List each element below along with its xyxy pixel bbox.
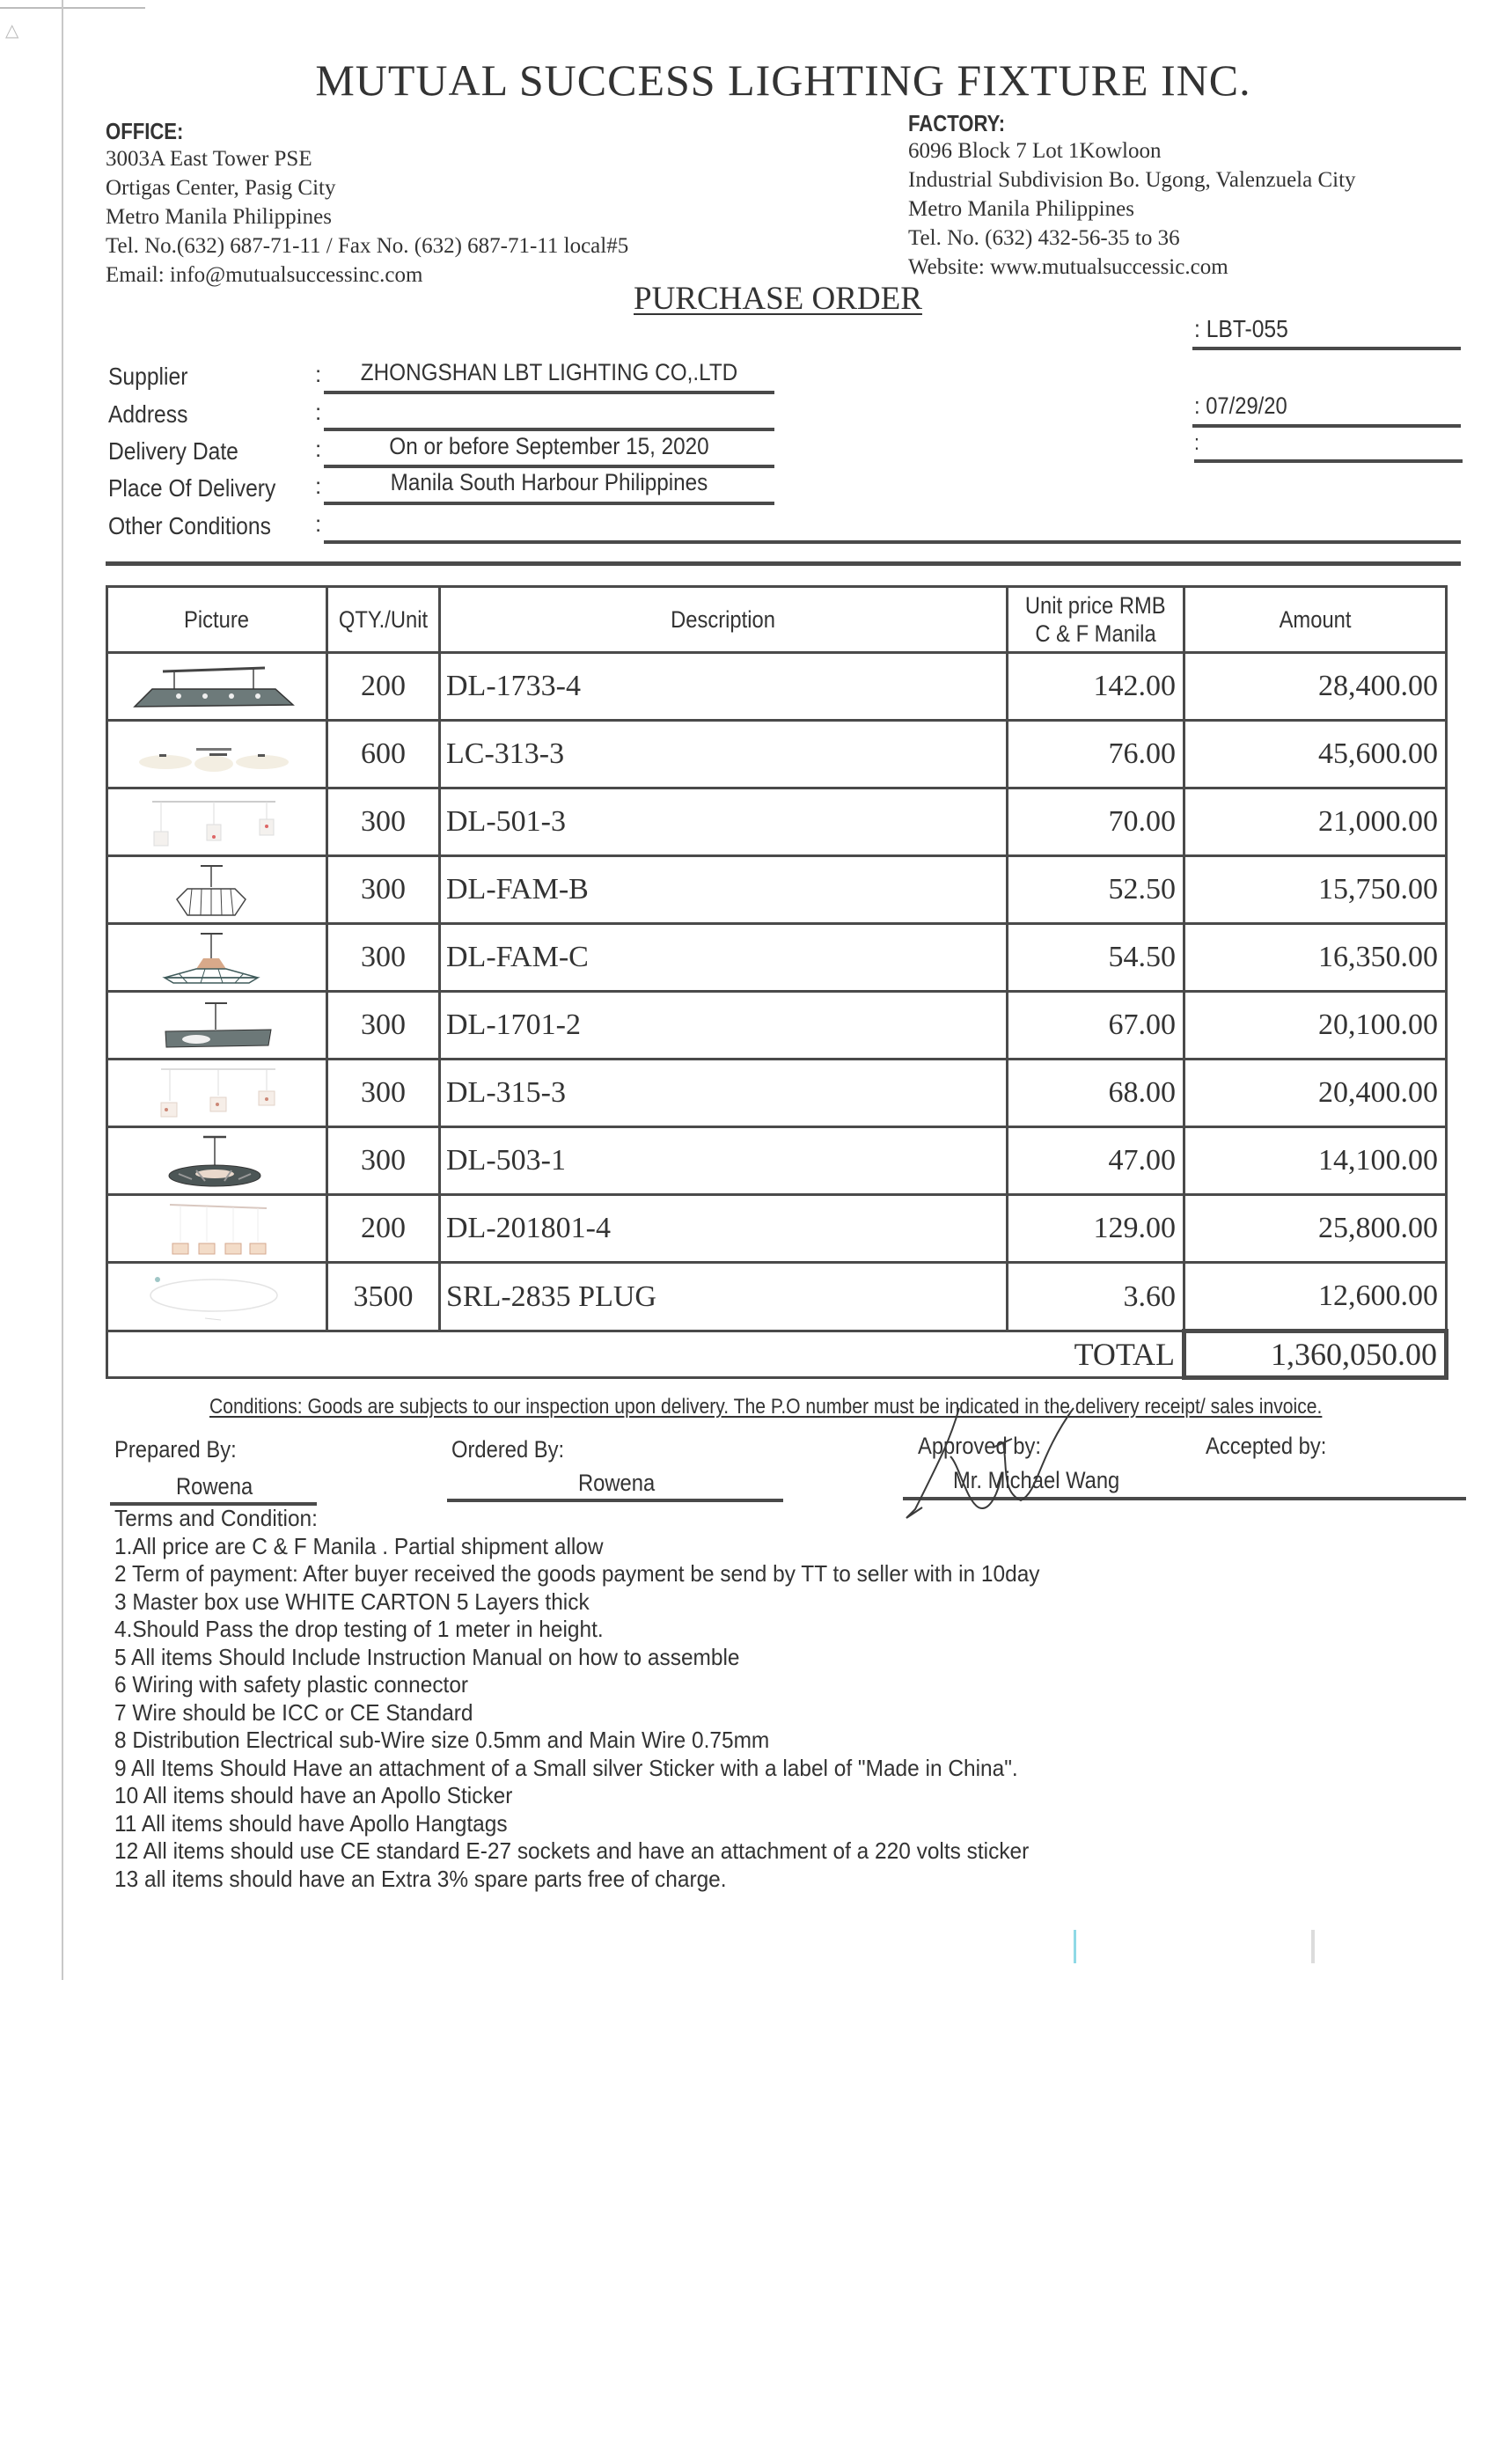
amount-cell: 21,000.00 [1184, 788, 1447, 856]
qty-cell: 300 [327, 992, 440, 1060]
description-cell: DL-FAM-C [440, 924, 1008, 992]
lamp-pendant-3-glass-icon [126, 796, 302, 849]
col-header-qty: QTY./Unit [327, 587, 440, 653]
ordered-by-label: Ordered By: [451, 1436, 565, 1463]
delivery-date-underline [324, 465, 774, 468]
description-cell: DL-201801-4 [440, 1195, 1008, 1263]
place-of-delivery-underline [324, 502, 774, 505]
term-item: 10 All items should have an Apollo Sticker [114, 1782, 513, 1808]
prepared-by-name: Rowena [176, 1473, 253, 1500]
amount-cell: 15,750.00 [1184, 856, 1447, 924]
office-address [106, 144, 628, 290]
qty-cell: 200 [327, 653, 440, 721]
place-of-delivery-value: Manila South Harbour Philippines [390, 469, 708, 495]
factory-line: 6096 Block 7 Lot 1Kowloon [908, 139, 1162, 163]
col-header-unit-price: Unit price RMB C & F Manila [1008, 587, 1184, 653]
product-picture [107, 992, 327, 1060]
field-colon: : [315, 436, 322, 462]
scan-artifact [1074, 1930, 1076, 1963]
term-item: 3 Master box use WHITE CARTON 5 Layers thick [114, 1588, 590, 1615]
table-row [107, 1263, 1447, 1331]
total-label: TOTAL [107, 1331, 1184, 1378]
amount-cell: 20,400.00 [1184, 1060, 1447, 1127]
product-picture [107, 1060, 327, 1127]
description-cell: DL-1733-4 [440, 653, 1008, 721]
led-strip-plug-icon [126, 1271, 302, 1324]
lamp-ceiling-3-glass-icon [126, 729, 302, 781]
scan-edge-rule [0, 7, 145, 9]
unit-price-cell: 3.60 [1008, 1263, 1184, 1331]
field-colon: : [315, 361, 322, 387]
term-item: 12 All items should use CE standard E-27 sockets and have an attachment of a 220 volts sticker [114, 1837, 1030, 1864]
po-blank-field: : [1194, 431, 1199, 455]
product-picture [107, 1127, 327, 1195]
qty-cell: 300 [327, 788, 440, 856]
approved-by-label: Approved by: [918, 1433, 1042, 1459]
term-item: 13 all items should have an Extra 3% spare parts free of charge. [114, 1865, 727, 1892]
table-header-row [107, 587, 1447, 653]
total-row [107, 1331, 1447, 1378]
lamp-wire-cage-pendant-icon [126, 864, 302, 917]
lamp-linear-drum-icon [126, 1000, 302, 1052]
unit-price-cell: 47.00 [1008, 1127, 1184, 1195]
po-number: : LBT-055 [1194, 315, 1288, 342]
terms-heading: Terms and Condition: [114, 1505, 318, 1531]
term-item: 5 All items Should Include Instruction Manual on how to assemble [114, 1643, 740, 1670]
description-cell: DL-1701-2 [440, 992, 1008, 1060]
field-label-delivery-date: Delivery Date [108, 437, 238, 465]
description-cell: DL-315-3 [440, 1060, 1008, 1127]
term-item: 1.All price are C & F Manila . Partial shipment allow [114, 1532, 604, 1559]
product-picture [107, 788, 327, 856]
field-label-address: Address [108, 400, 188, 428]
scan-artifact [1311, 1930, 1315, 1963]
lamp-linear-cage-icon [126, 661, 302, 714]
office-line: 3003A East Tower PSE [106, 147, 312, 171]
office-line: Ortigas Center, Pasig City [106, 176, 336, 200]
office-line: Metro Manila Philippines [106, 205, 332, 229]
other-conditions-underline [324, 540, 1461, 544]
qty-cell: 200 [327, 1195, 440, 1263]
unit-price-cell: 129.00 [1008, 1195, 1184, 1263]
lamp-wire-cone-pendant-icon [126, 932, 302, 985]
amount-cell: 28,400.00 [1184, 653, 1447, 721]
col-header-amount: Amount [1184, 587, 1447, 653]
po-blank-underline [1194, 459, 1463, 463]
office-phone: Tel. No.(632) 687-71-11 / Fax No. (632) 687-71-11 local#5 [106, 234, 629, 258]
product-picture [107, 856, 327, 924]
lamp-pendant-3-mosaic-icon [126, 1067, 302, 1120]
ordered-by-name: Rowena [578, 1470, 656, 1496]
table-row [107, 653, 1447, 721]
qty-cell: 600 [327, 721, 440, 788]
col-header-picture: Picture [107, 587, 327, 653]
conditions-note: Conditions: Goods are subjects to our inspection upon delivery. The P.O number must be indicated in the delivery receipt/ sales invoice. [209, 1395, 1323, 1419]
amount-cell: 12,600.00 [1184, 1263, 1447, 1331]
product-picture [107, 1263, 327, 1331]
scan-margin-line [62, 0, 63, 1980]
description-cell: DL-FAM-B [440, 856, 1008, 924]
table-row [107, 992, 1447, 1060]
unit-price-cell: 68.00 [1008, 1060, 1184, 1127]
amount-cell: 25,800.00 [1184, 1195, 1447, 1263]
unit-price-cell: 54.50 [1008, 924, 1184, 992]
qty-cell: 3500 [327, 1263, 440, 1331]
description-cell: DL-503-1 [440, 1127, 1008, 1195]
description-cell: LC-313-3 [440, 721, 1008, 788]
po-date-underline [1192, 424, 1461, 428]
factory-line: Industrial Subdivision Bo. Ugong, Valenzuela City [908, 168, 1356, 192]
po-number-underline [1192, 347, 1461, 350]
field-label-supplier: Supplier [108, 363, 188, 390]
term-item: 2 Term of payment: After buyer received the goods payment be send by TT to seller with in 10day [114, 1560, 1040, 1587]
qty-cell: 300 [327, 924, 440, 992]
table-row [107, 721, 1447, 788]
scan-mark: △ [5, 21, 19, 40]
field-colon: : [315, 510, 322, 537]
description-cell: DL-501-3 [440, 788, 1008, 856]
table-row [107, 856, 1447, 924]
qty-cell: 300 [327, 856, 440, 924]
document-title: PURCHASE ORDER [634, 281, 922, 317]
unit-price-cell: 67.00 [1008, 992, 1184, 1060]
product-picture [107, 721, 327, 788]
factory-label: FACTORY: [908, 110, 1006, 136]
field-label-other-conditions: Other Conditions [108, 512, 271, 539]
table-row [107, 788, 1447, 856]
term-item: 11 All items should have Apollo Hangtags [114, 1809, 508, 1837]
amount-cell: 20,100.00 [1184, 992, 1447, 1060]
amount-cell: 45,600.00 [1184, 721, 1447, 788]
factory-website: Website: www.mutualsuccessic.com [908, 255, 1228, 279]
supplier-underline [324, 391, 774, 394]
company-name: MUTUAL SUCCESS LIGHTING FIXTURE INC. [315, 55, 1251, 105]
terms-section [114, 1505, 1099, 1893]
unit-price-cell: 76.00 [1008, 721, 1184, 788]
product-picture [107, 1195, 327, 1263]
unit-price-cell: 52.50 [1008, 856, 1184, 924]
factory-line: Metro Manila Philippines [908, 197, 1134, 221]
factory-address [908, 136, 1356, 282]
po-date: : 07/29/20 [1194, 392, 1287, 419]
amount-cell: 16,350.00 [1184, 924, 1447, 992]
col-header-description: Description [440, 587, 1008, 653]
approved-by-name: Mr. Michael Wang [953, 1467, 1120, 1493]
accepted-by-label: Accepted by: [1206, 1433, 1327, 1459]
product-picture [107, 924, 327, 992]
prepared-by-label: Prepared By: [114, 1436, 237, 1463]
total-amount: 1,360,050.00 [1184, 1331, 1447, 1378]
description-cell: SRL-2835 PLUG [440, 1263, 1008, 1331]
unit-price-cell: 142.00 [1008, 653, 1184, 721]
address-underline [324, 428, 774, 431]
lamp-disc-pendant-icon [126, 1135, 302, 1188]
term-item: 8 Distribution Electrical sub-Wire size 0.5mm and Main Wire 0.75mm [114, 1727, 770, 1753]
product-picture [107, 653, 327, 721]
amount-cell: 14,100.00 [1184, 1127, 1447, 1195]
field-label-place-of-delivery: Place Of Delivery [108, 474, 276, 502]
office-email: Email: info@mutualsuccessinc.com [106, 263, 423, 287]
items-table [106, 585, 1448, 1380]
ordered-by-line [447, 1499, 783, 1502]
field-colon: : [315, 399, 322, 425]
field-colon: : [315, 473, 322, 499]
table-row [107, 1195, 1447, 1263]
table-row [107, 924, 1447, 992]
term-item: 9 All Items Should Have an attachment of a Small silver Sticker with a label of "Made in China". [114, 1754, 1018, 1781]
unit-price-cell: 70.00 [1008, 788, 1184, 856]
table-row [107, 1060, 1447, 1127]
factory-phone: Tel. No. (632) 432-56-35 to 36 [908, 226, 1180, 250]
qty-cell: 300 [327, 1060, 440, 1127]
term-item: 4.Should Pass the drop testing of 1 meter in height. [114, 1616, 604, 1642]
term-item: 7 Wire should be ICC or CE Standard [114, 1698, 473, 1726]
lamp-pendant-4-mosaic-icon [126, 1203, 302, 1256]
term-item: 6 Wiring with safety plastic connector [114, 1671, 469, 1698]
qty-cell: 300 [327, 1127, 440, 1195]
office-label: OFFICE: [106, 118, 184, 144]
supplier-value: ZHONGSHAN LBT LIGHTING CO,.LTD [360, 359, 738, 385]
table-row [107, 1127, 1447, 1195]
section-divider [106, 561, 1461, 566]
delivery-date-value: On or before September 15, 2020 [389, 433, 709, 459]
